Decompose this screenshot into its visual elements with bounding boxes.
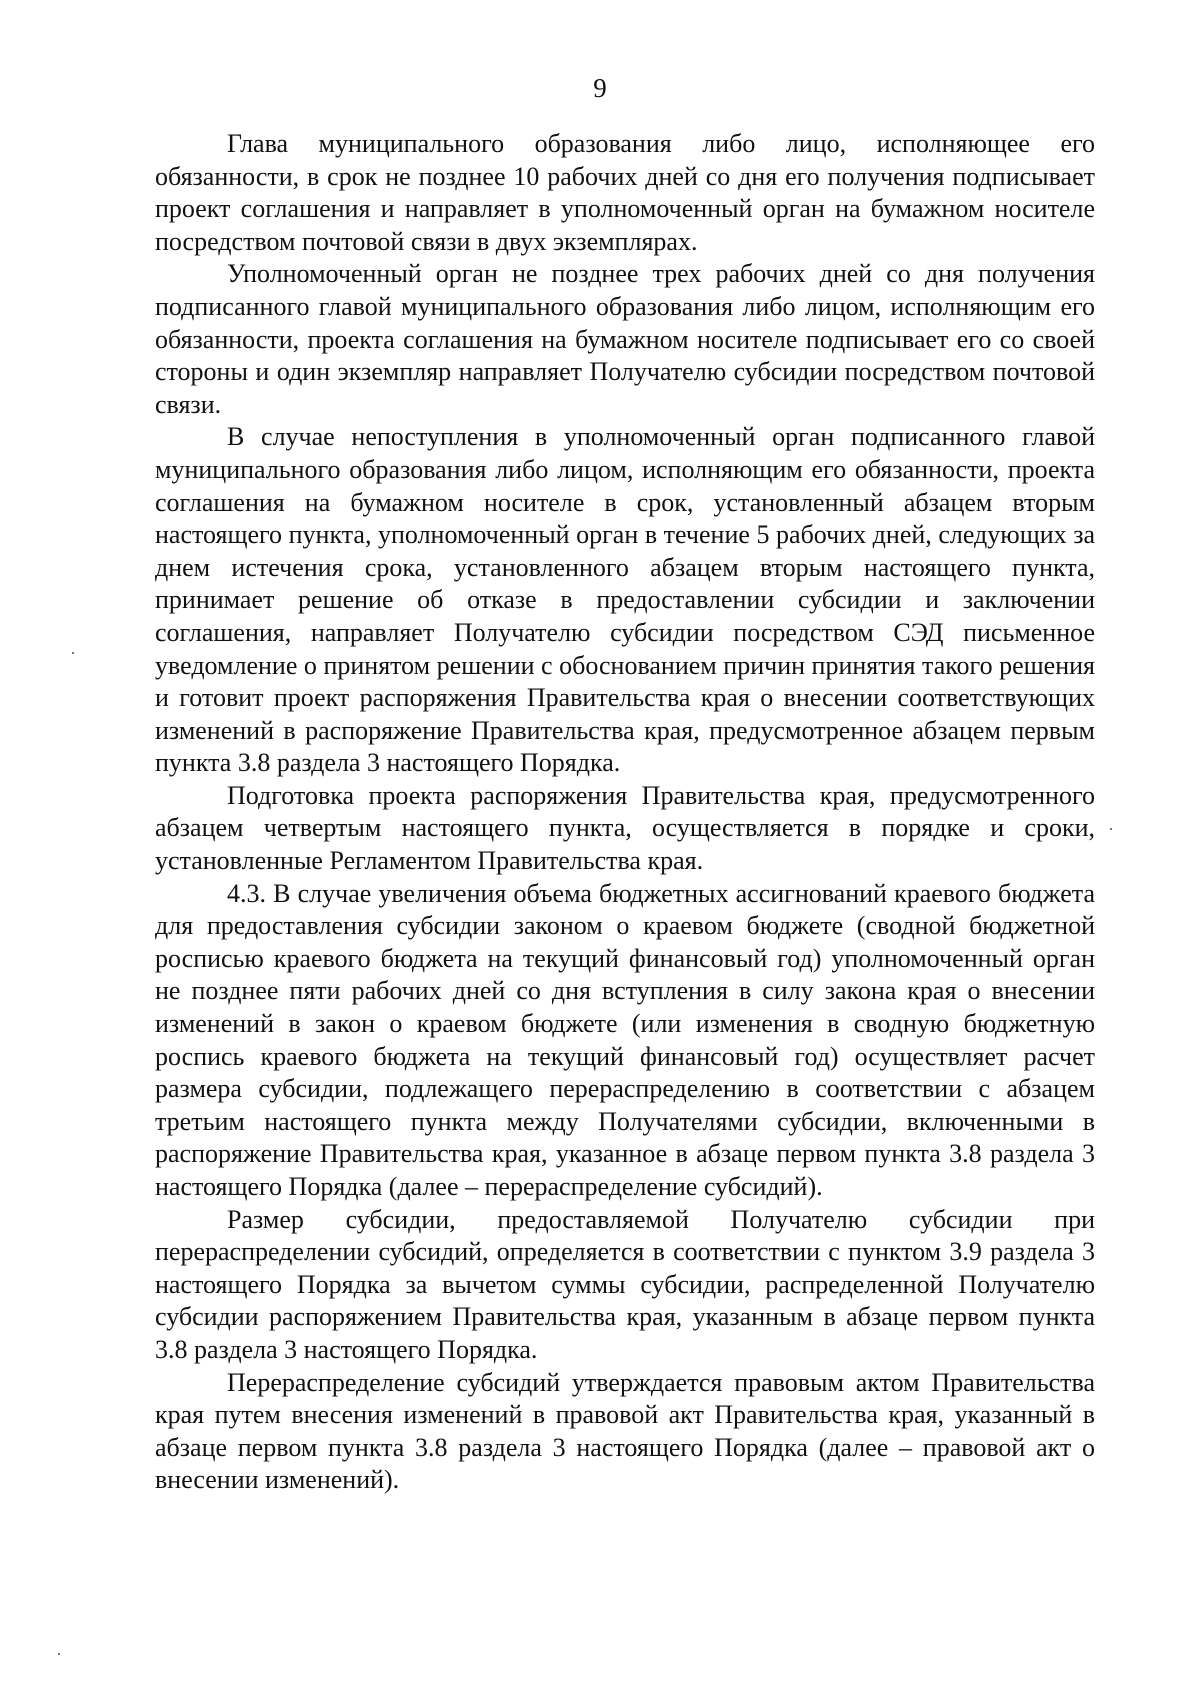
- paragraph-subsidy-size: Размер субсидии, предоставляемой Получателю субсидии при перераспределении субсидий, определяется в соответствии с пунктом 3.9 раздела 3 настоящего Порядка за вычетом суммы субсидии, распределенной Получателю субсидии распоряжением Правительства края, указанным в абзаце первом пункта 3.8 раздела 3 настоящего Порядка.: [155, 1204, 1095, 1364]
- page-number: 9: [593, 73, 607, 103]
- scan-speck: [58, 1653, 60, 1655]
- paragraph-signing-by-head: Глава муниципального образования либо лицо, исполняющее его обязанности, в срок не позднее 10 рабочих дней со дня его получения подписывает проект соглашения и направляет в уполномоченный орган на бумажном носителе посредством почтовой связи в двух экземплярах.: [155, 129, 1095, 256]
- paragraph-authority-signing: Уполномоченный орган не позднее трех рабочих дней со дня получения подписанного главой муниципального образования либо лицом, исполняющим его обязанности, проекта соглашения на бумажном носителе подписывает его со своей стороны и один экземпляр направляет Получателю субсидии посредством почтовой связи.: [155, 259, 1095, 419]
- document-body: [155, 128, 1095, 1497]
- paragraph-non-receipt: В случае непоступления в уполномоченный орган подписанного главой муниципального образования либо лицом, исполняющим его обязанности, проекта соглашения на бумажном носителе в срок, установленный абзацем вторым настоящего пункта, уполномоченный орган в течение 5 рабочих дней, следующих за днем истечения срока, установленного абзацем вторым настоящего пункта, принимает решение об отказе в предоставлении субсидии и заключении соглашения, направляет Получателю субсидии посредством СЭД письменное уведомление о принятом решении с обоснованием причин принятия такого решения и готовит проект распоряжения Правительства края о внесении соответствующих изменений в распоряжение Правительства края, предусмотренное абзацем первым пункта 3.8 раздела 3 настоящего Порядка.: [155, 422, 1095, 778]
- scan-speck: [72, 652, 74, 654]
- paragraph-redistribution-approval: Перераспределение субсидий утверждается правовым актом Правительства края путем внесения изменений в правовой акт Правительства края, указанный в абзаце первом пункта 3.8 раздела 3 настоящего Порядка (далее – правовой акт о внесении изменений).: [155, 1367, 1095, 1495]
- paragraph-draft-preparation: Подготовка проекта распоряжения Правительства края, предусмотренного абзацем четвертым настоящего пункта, осуществляется в порядке и сроки, установленные Регламентом Правительства края.: [155, 780, 1095, 876]
- scan-speck: [1110, 828, 1112, 830]
- paragraph-4-3-increase: 4.3. В случае увеличения объема бюджетных ассигнований краевого бюджета для предоставления субсидии законом о краевом бюджете (сводной бюджетной росписью краевого бюджета на текущий финансовый год) уполномоченный орган не позднее пяти рабочих дней со дня вступления в силу закона края о внесении изменений в закон о краевом бюджете (или изменения в сводную бюджетную роспись краевого бюджета на текущий финансовый год) осуществляет расчет размера субсидии, подлежащего перераспределению в соответствии с абзацем третьим настоящего пункта между Получателями субсидии, включенными в распоряжение Правительства края, указанное в абзаце первом пункта 3.8 раздела 3 настоящего Порядка (далее – перераспределение субсидий).: [155, 878, 1095, 1201]
